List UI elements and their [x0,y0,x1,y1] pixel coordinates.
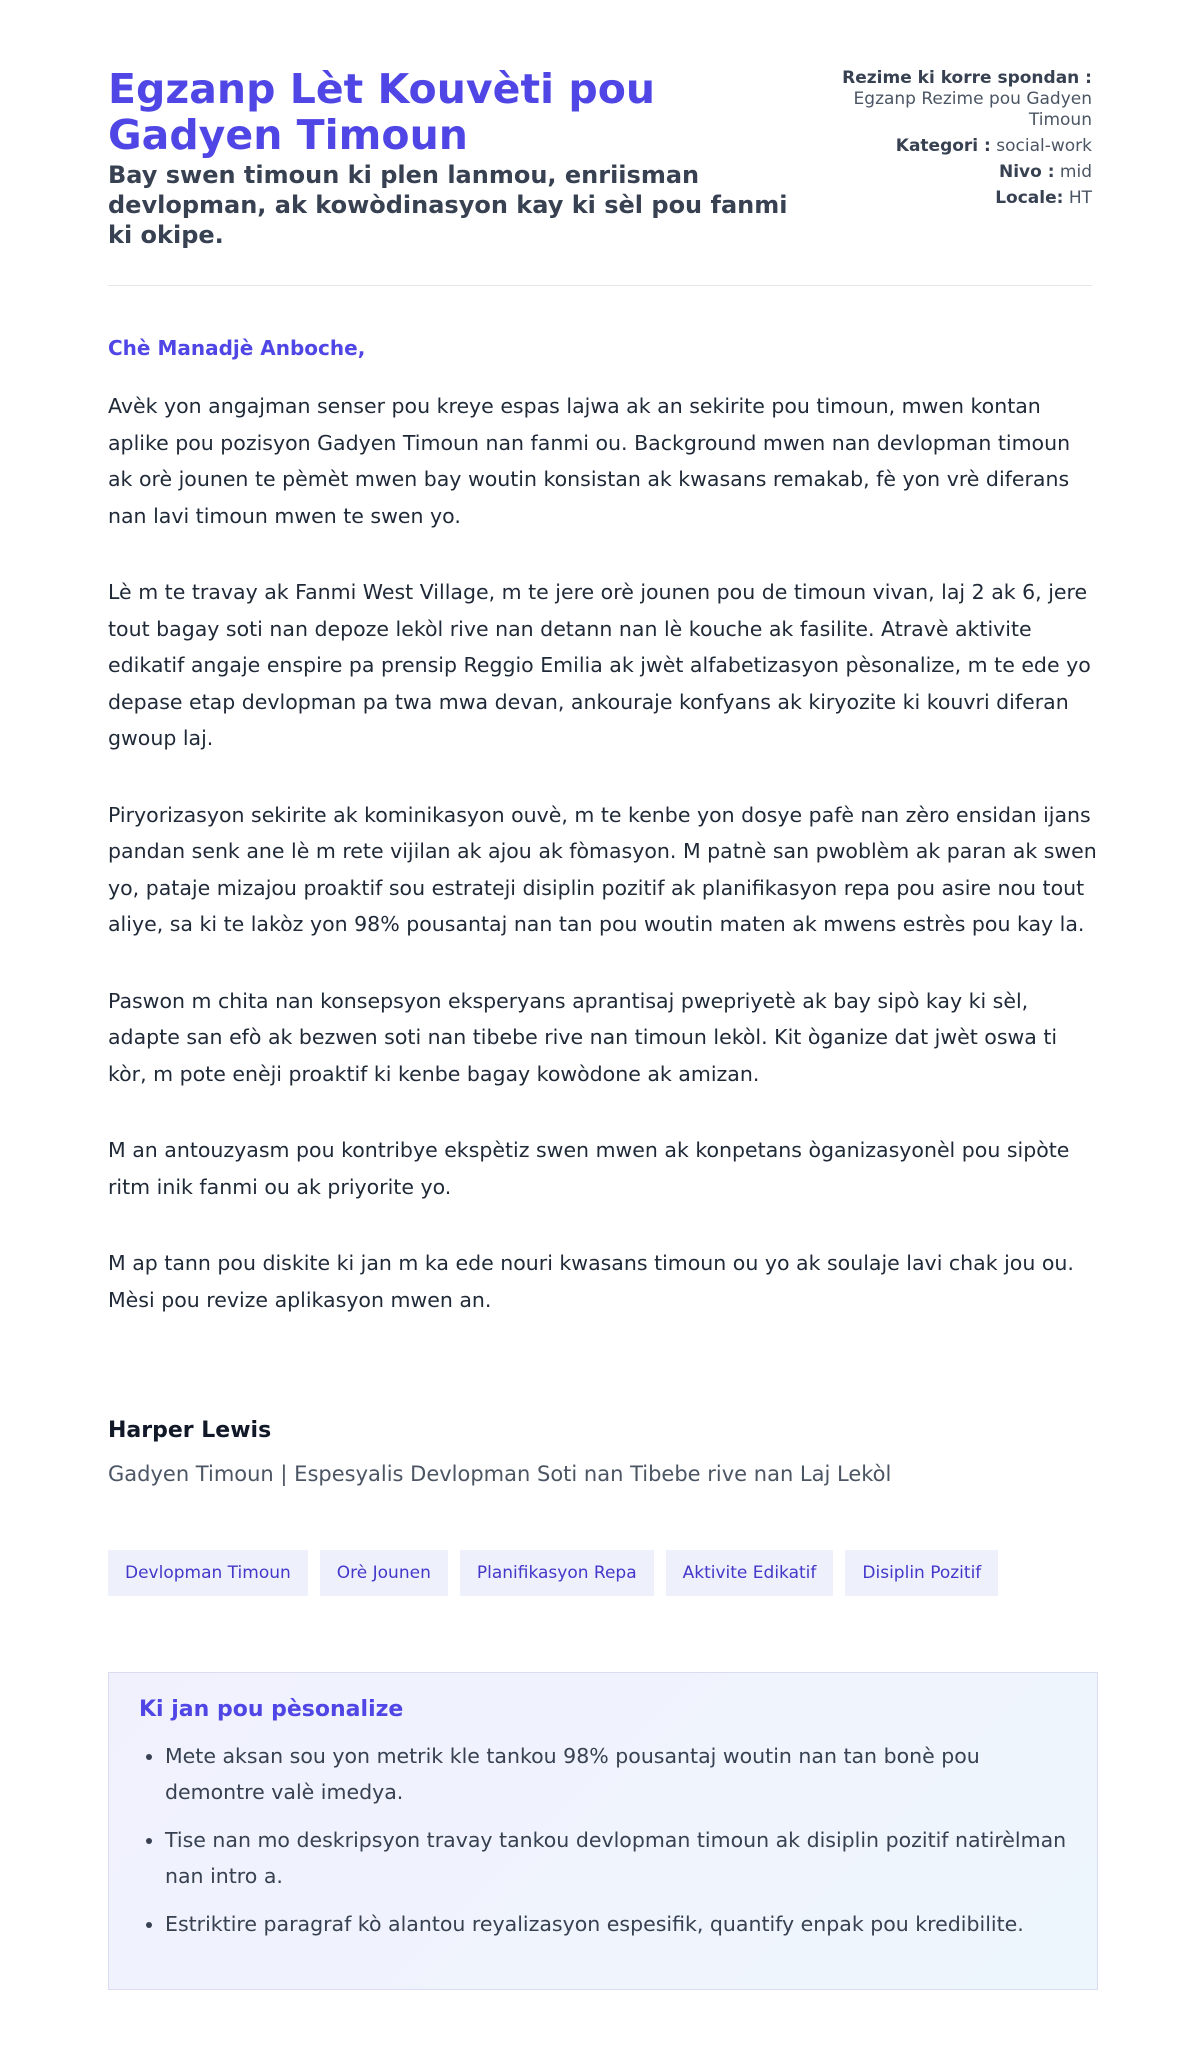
tips-list [139,1738,1067,1942]
meta-resume-label: Rezime ki korre spondan : [842,68,1092,88]
letter-paragraph: M an antouzyasm pou kontribye ekspètiz swen mwen ak konpetans òganizasyonèl pou sipòte ritm inik fanmi ou ak priyorite yo. [108,1138,1070,1199]
skill-tags [108,1550,998,1596]
meta-locale-label: Locale: [995,188,1064,208]
signature-role: Gadyen Timoun | Espesyalis Devlopman Soti nan Tibebe rive nan Laj Lekòl [108,1462,892,1486]
meta-resume-link[interactable]: Egzanp Rezime pou Gadyen Timoun [853,89,1092,130]
letter-body [108,388,1098,1358]
meta-level-label: Nivo : [998,162,1055,182]
meta-level [792,162,1092,183]
meta-category-value: social-work [996,136,1092,156]
tip-item: • Estriktire paragraf kò alantou reyalizasyon espesifik, quantify enpak pou kredibilite. [165,1906,1067,1942]
meta-locale-value: HT [1068,188,1092,208]
skill-tag: Planifikasyon Repa [460,1550,654,1596]
letter-greeting: Chè Manadjè Anboche, [108,336,366,360]
tip-item: • Tise nan mo deskripsyon travay tankou devlopman timoun ak disiplin pozitif natirèlman nan intro a. [165,1822,1067,1894]
skill-tag: Orè Jounen [320,1550,448,1596]
tips-title: Ki jan pou pèsonalize [139,1697,404,1722]
customization-tips-box [108,1672,1098,1990]
meta-level-value: mid [1059,162,1092,182]
letter-paragraph: Avèk yon angajman senser pou kreye espas lajwa ak an sekirite pou timoun, mwen kontan aplike pou pozisyon Gadyen Timoun nan fanmi ou. Background mwen nan devlopman timoun ak orè jounen te pèmèt mwen bay woutin konsistan ak kwasans remakab, fè yon vrè diferans nan lavi timoun mwen te swen yo. [108,394,1071,528]
page-header [108,0,1092,286]
skill-tag: Disiplin Pozitif [845,1550,998,1596]
meta-locale [792,188,1092,209]
signature-name: Harper Lewis [108,1418,272,1443]
letter-paragraph: Lè m te travay ak Fanmi West Village, m te jere orè jounen pou de timoun vivan, laj 2 ak 6, jere tout bagay soti nan depoze lekòl rive nan detann nan lè kouche ak fasilite. Atravè aktivite edikatif angaje enspire pa prensip Reggio Emilia ak jwèt alfabetizasyon pèsonalize, m te ede yo depase etap devlopman pa twa mwa devan, ankouraje konfyans ak kiryozite ki kouvri diferan gwoup laj. [108,580,1091,750]
letter-paragraph: Paswon m chita nan konsepsyon eksperyans aprantisaj pwepriyetè ak bay sipò kay ki sèl, adapte san efò ak bezwen soti nan tibebe rive nan timoun lekòl. Kit òganize dat jwèt oswa ti kòr, m pote enèji proaktif ki kenbe bagay kowòdone ak amizan. [108,988,1058,1086]
letter-paragraph: Piryorizasyon sekirite ak kominikasyon ouvè, m te kenbe yon dosye pafè nan zèro ensidan ijans pandan senk ane lè m rete vijilan ak ajou ak fòmasyon. M patnè san pwoblèm ak paran ak swen yo, pataje mizajou proaktif sou estrateji disiplin pozitif ak planifikasyon repa pou asire nou tout aliye, sa ki te lakòz yon 98% pousantaj nan tan pou woutin maten ak mwens estrès pou kay la. [108,802,1097,936]
page-subtitle: Bay swen timoun ki plen lanmou, enriisman devlopman, ak kowòdinasyon kay ki sèl pou fanmi ki okipe. [108,161,788,249]
skill-tag: Devlopman Timoun [108,1550,308,1596]
skill-tag: Aktivite Edikatif [666,1550,834,1596]
page-title: Egzanp Lèt Kouvèti pou Gadyen Timoun [108,65,656,159]
tip-item: • Mete aksan sou yon metrik kle tankou 98% pousantaj woutin nan tan bonè pou demontre valè imedya. [165,1738,1067,1810]
meta-category-label: Kategori : [895,136,991,156]
letter-paragraph: M ap tann pou diskite ki jan m ka ede nouri kwasans timoun ou yo ak soulaje lavi chak jou ou. Mèsi pou revize aplikasyon mwen an. [108,1251,1074,1312]
meta-panel [792,68,1092,214]
meta-resume [792,68,1092,131]
meta-category [792,136,1092,157]
